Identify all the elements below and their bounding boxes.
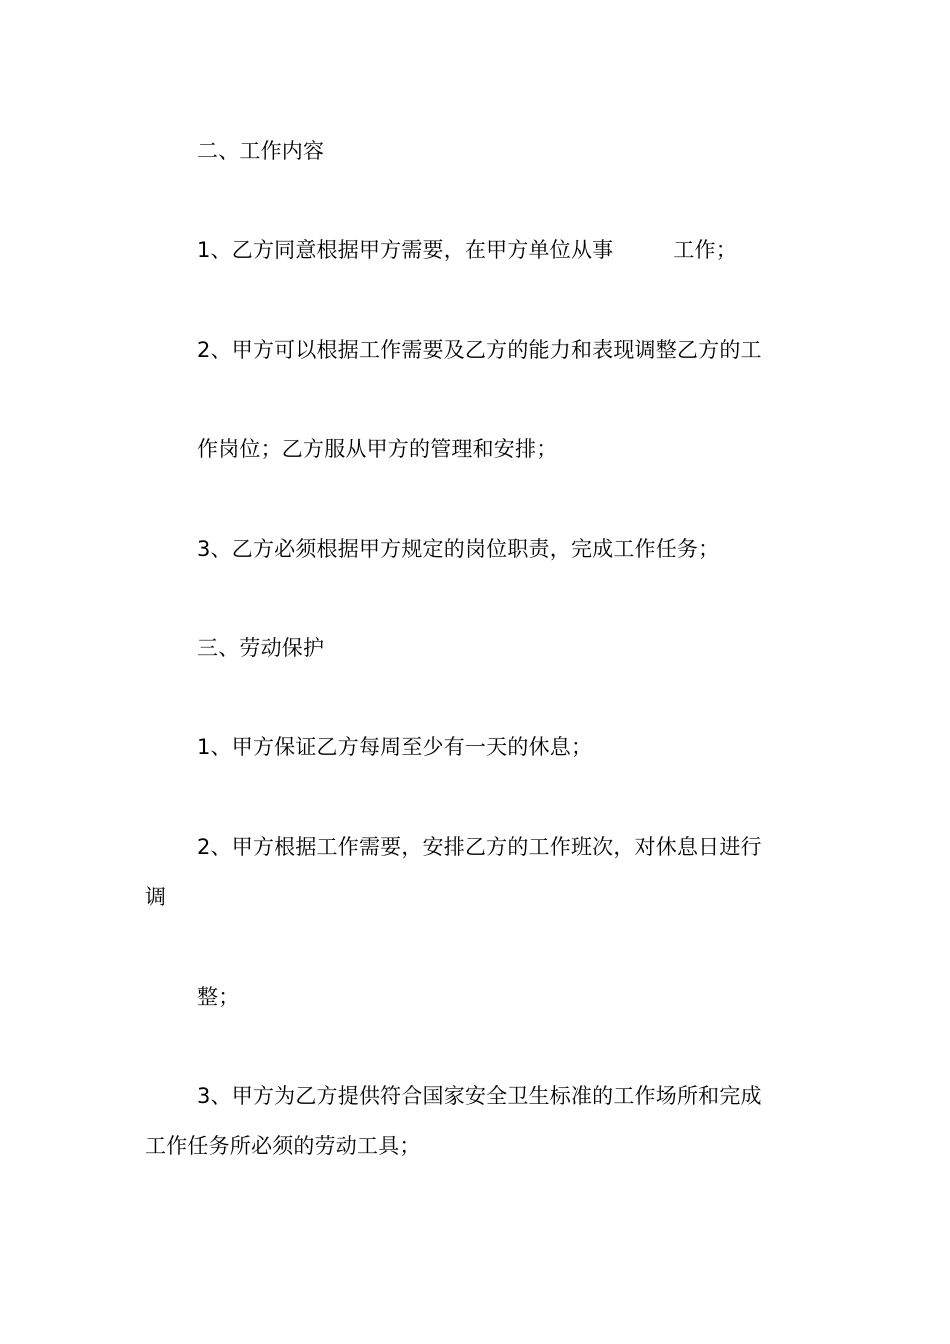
clause-text: 工作； xyxy=(673,238,737,262)
clause-line: 调 xyxy=(145,885,167,909)
clause-line: 2、甲方根据工作需要，安排乙方的工作班次，对休息日进行 xyxy=(197,835,762,859)
clause-line: 整； xyxy=(197,985,240,1009)
clause-line: 3、乙方必须根据甲方规定的岗位职责，完成工作任务； xyxy=(197,537,720,561)
clause-line: 1、甲方保证乙方每周至少有一天的休息； xyxy=(197,735,593,759)
clause-line: 工作任务所必须的劳动工具； xyxy=(145,1134,421,1158)
clause-line xyxy=(197,235,737,265)
section-heading-work-content: 二、工作内容 xyxy=(197,139,325,163)
clause-line: 3、甲方为乙方提供符合国家安全卫生标准的工作场所和完成 xyxy=(197,1084,762,1108)
clause-text: 1、乙方同意根据甲方需要，在甲方单位从事 xyxy=(197,238,614,262)
clause-line: 2、甲方可以根据工作需要及乙方的能力和表现调整乙方的工 xyxy=(197,338,762,362)
section-heading-labor-protection: 三、劳动保护 xyxy=(197,636,325,660)
clause-line: 作岗位；乙方服从甲方的管理和安排； xyxy=(197,437,558,461)
